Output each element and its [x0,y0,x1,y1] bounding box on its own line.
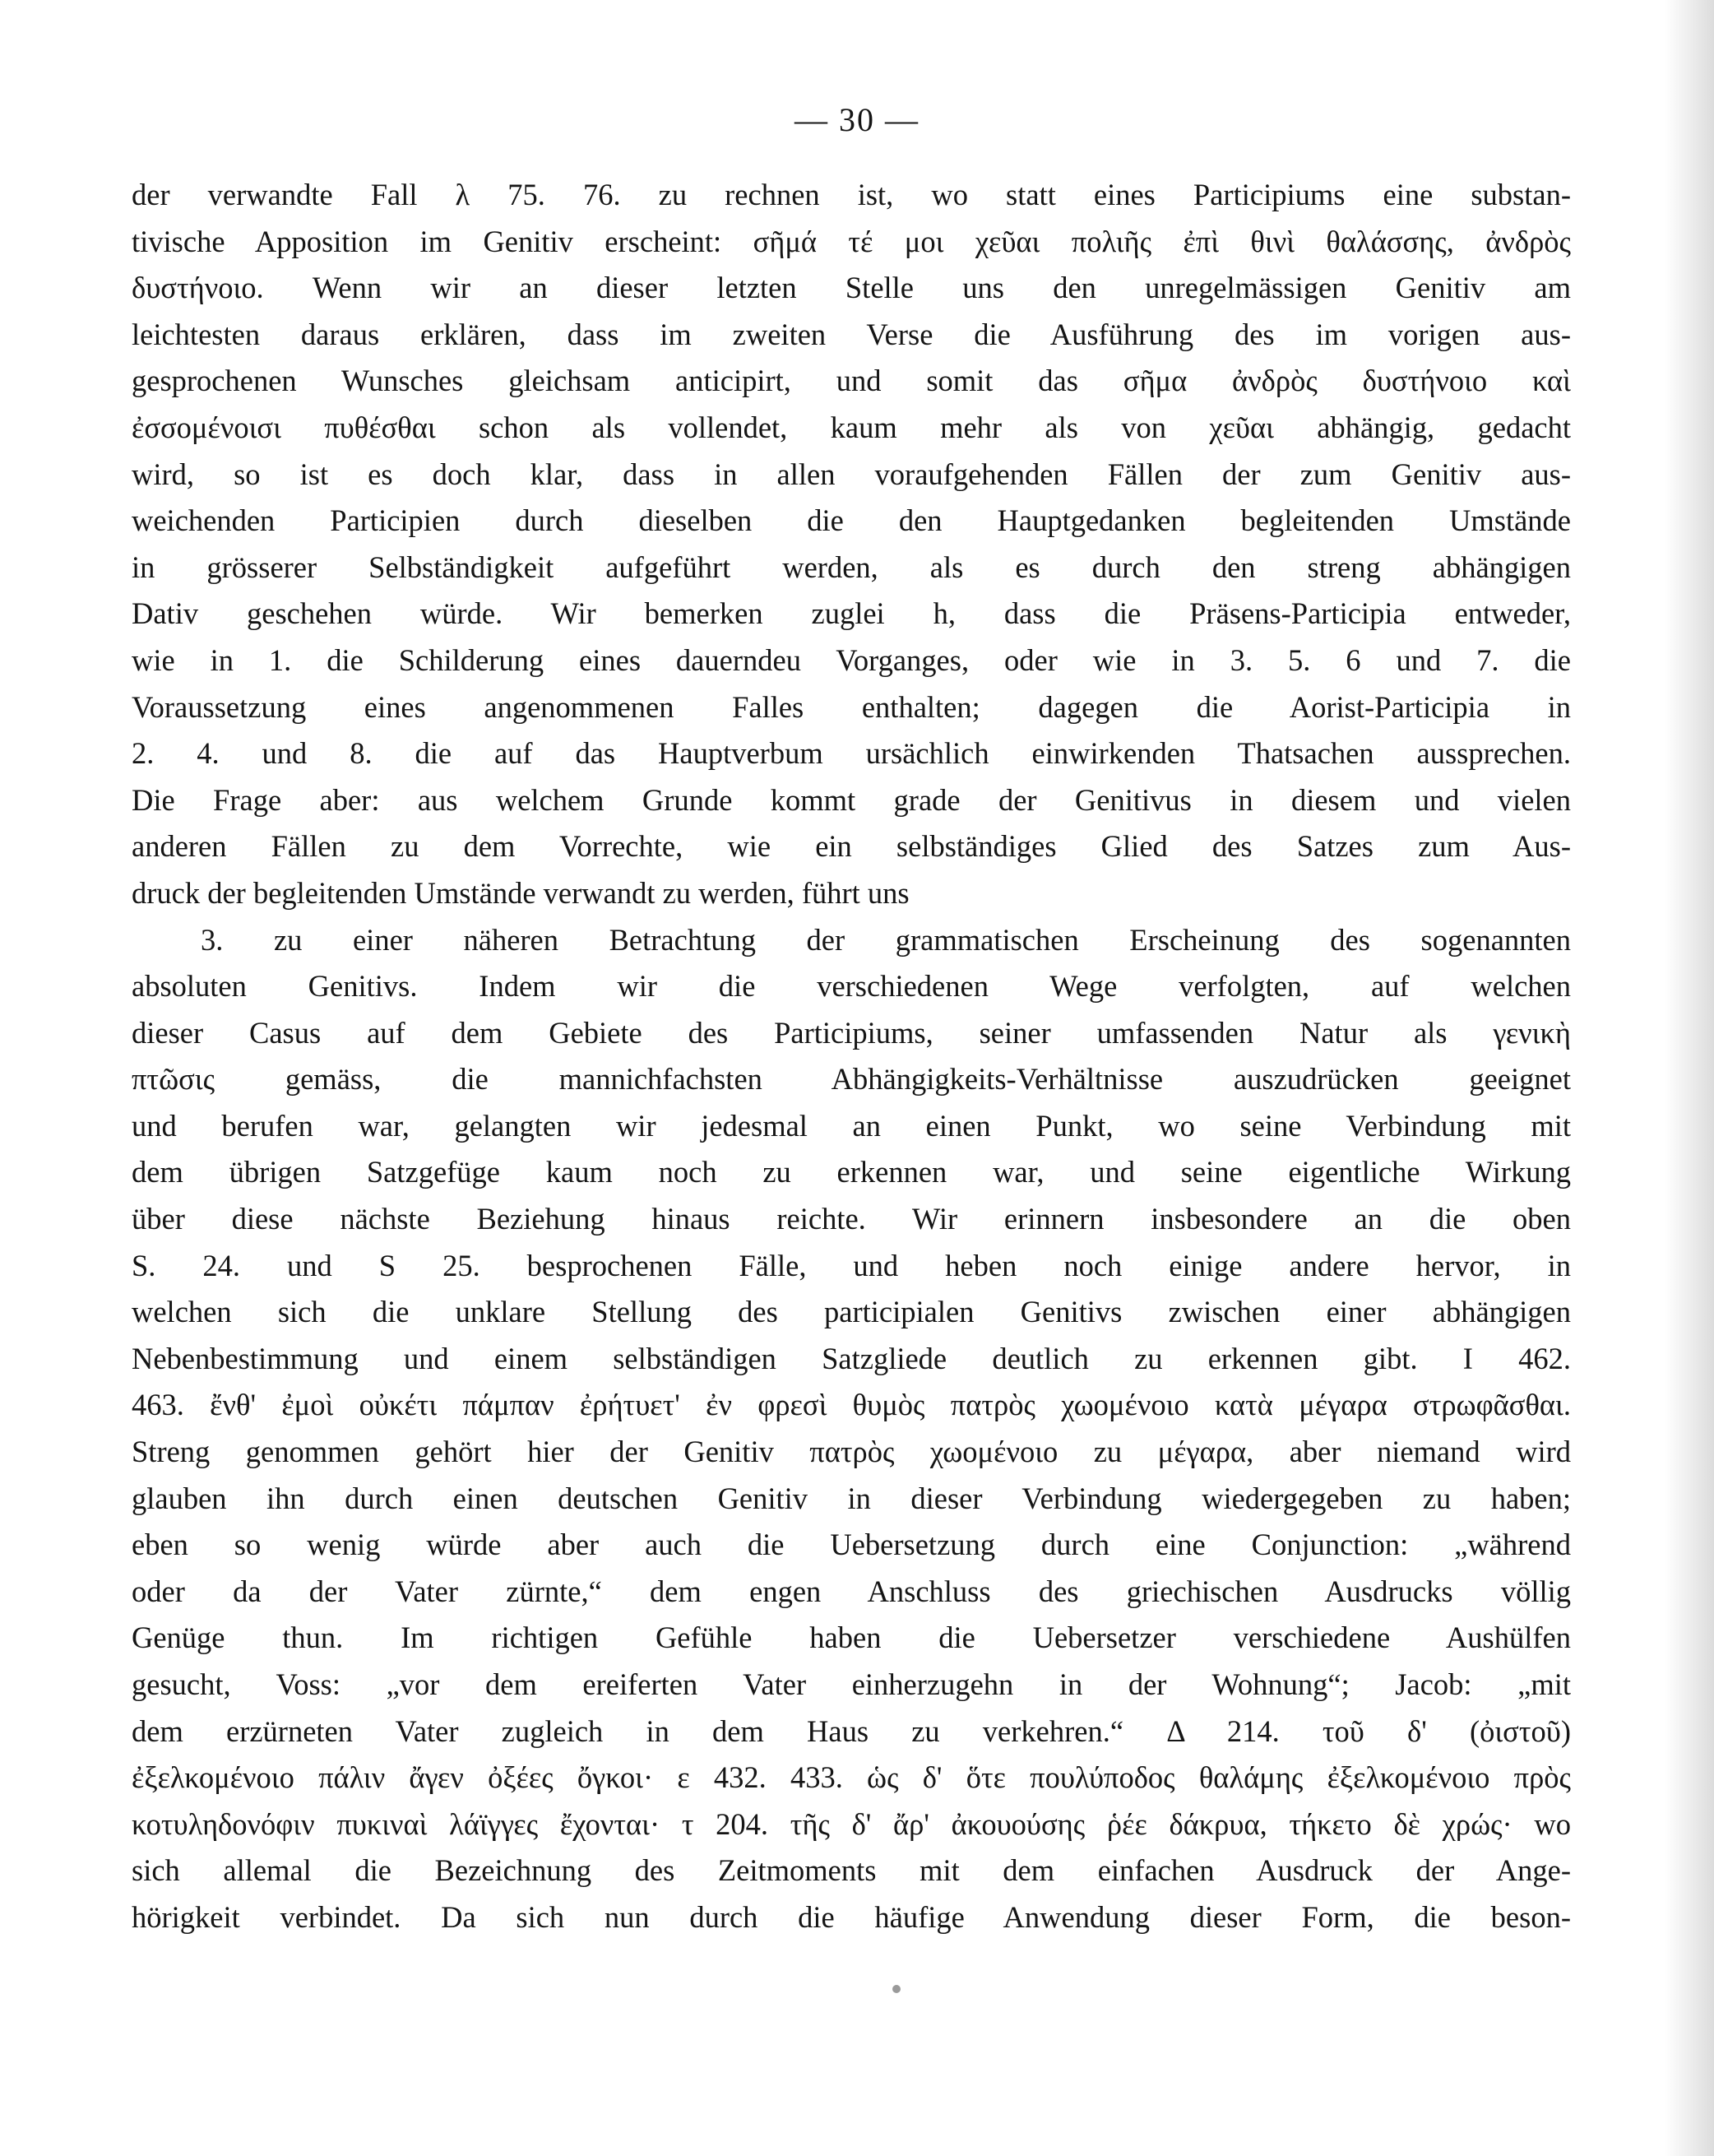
text-line: Streng genommen gehört hier der Genitiv πατρὸς χωομένοιο zu μέγαρα, aber niemand wird [132,1435,1571,1469]
text-line: Dativ geschehen würde. Wir bemerken zuglei h, dass die Präsens-Participia entweder, [132,596,1571,631]
text-line: gesucht, Voss: „vor dem ereiferten Vater einherzugehn in der Wohnung“; Jacob: „mit [132,1667,1571,1701]
text-line: absoluten Genitivs. Indem wir die verschiedenen Wege verfolgten, auf welchen [132,969,1571,1004]
text-line: wie in 1. die Schilderung eines dauerndeu Vorganges, oder wie in 3. 5. 6 und 7. die [132,642,1571,677]
text-line: Voraussetzung eines angenommenen Falles enthalten; dagegen die Aorist-Participia in [132,689,1571,724]
text-line: dieser Casus auf dem Gebiete des Participiums, seiner umfassenden Natur als γενικὴ [132,1015,1571,1050]
text-line: in grösserer Selbständigkeit aufgeführt werden, als es durch den streng abhängigen [132,549,1571,584]
text-line: und berufen war, gelangten wir jedesmal an einen Punkt, wo seine Verbindung mit [132,1108,1571,1143]
body-text [132,172,1571,1941]
text-line: welchen sich die unklare Stellung des participialen Genitivs zwischen einer abhängigen [132,1295,1571,1329]
text-line: sich allemal die Bezeichnung des Zeitmoments mit dem einfachen Ausdruck der Ange- [132,1853,1571,1888]
text-line: 3. zu einer näheren Betrachtung der grammatischen Erscheinung des sogenannten [201,922,1571,957]
text-line: gesprochenen Wunsches gleichsam anticipirt, und somit das σῆμα ἀνδρὸς δυστήνοιο καὶ [132,364,1571,398]
text-line: hörigkeit verbindet. Da sich nun durch die häufige Anwendung dieser Form, die beson- [132,1899,1571,1934]
text-line: druck der begleitenden Umstände verwandt zu werden, führt uns [132,875,910,910]
text-line: weichenden Participien durch dieselben die den Hauptgedanken begleitenden Umstände [132,503,1571,538]
text-line: dem übrigen Satzgefüge kaum noch zu erkennen war, und seine eigentliche Wirkung [132,1155,1571,1189]
text-line: der verwandte Fall λ 75. 76. zu rechnen ist, wo statt eines Participiums eine substan- [132,178,1571,211]
text-line: leichtesten daraus erklären, dass im zweiten Verse die Ausführung des im vorigen aus- [132,317,1571,351]
text-line: anderen Fällen zu dem Vorrechte, wie ein selbständiges Glied des Satzes zum Aus- [132,829,1571,864]
print-speck [892,1985,901,1993]
text-line: über diese nächste Beziehung hinaus reichte. Wir erinnern insbesondere an die oben [132,1202,1571,1236]
text-line: ἐσσομένοισι πυθέσθαι schon als vollendet, kaum mehr als von χεῦαι abhängig, gedacht [132,410,1571,444]
text-line: δυστήνοιο. Wenn wir an dieser letzten Stelle uns den unregelmässigen Genitiv am [132,271,1571,305]
text-line: Genüge thun. Im richtigen Gefühle haben die Uebersetzer verschiedene Aushülfen [132,1620,1571,1655]
text-line: dem erzürneten Vater zugleich in dem Haus zu verkehren.“ Δ 214. τοῦ δ' (ὀιστοῦ) [132,1713,1571,1748]
text-line: πτῶσις gemäss, die mannichfachsten Abhängigkeits-Verhältnisse auszudrücken geeignet [132,1062,1571,1097]
text-line: tivische Apposition im Genitiv erscheint: σῆμά τέ μοι χεῦαι πολιῆς ἐπὶ θινὶ θαλάσσης, ἀνδρὸς [132,224,1571,258]
text-line: 463. ἔνθ' ἐμοὶ οὐκέτι πάμπαν ἐρήτυετ' ἐν φρεσὶ θυμὸς πατρὸς χωομένοιο κατὰ μέγαρα στρωφᾶσθαι. [132,1388,1571,1422]
text-line: Nebenbestimmung und einem selbständigen Satzgliede deutlich zu erkennen gibt. Ι 462. [132,1341,1571,1375]
text-line: S. 24. und S 25. besprochenen Fälle, und heben noch einige andere hervor, in [132,1248,1571,1282]
page-number: — 30 — [794,101,920,138]
page-edge-shadow [1665,0,1714,2156]
text-line: eben so wenig würde aber auch die Uebersetzung durch eine Conjunction: „während [132,1528,1571,1562]
text-line: oder da der Vater zürnte,“ dem engen Anschluss des griechischen Ausdrucks völlig [132,1574,1571,1608]
text-line: wird, so ist es doch klar, dass in allen voraufgehenden Fällen der zum Genitiv aus- [132,457,1571,491]
text-line: Die Frage aber: aus welchem Grunde kommt grade der Genitivus in diesem und vielen [132,782,1571,817]
text-line: ἐξελκομένοιο πάλιν ἄγεν ὀξέες ὄγκοι· ε 432. 433. ὡς δ' ὅτε πουλύποδος θαλάμης ἐξελκομένοιο πρὸς [132,1760,1571,1795]
text-line: glauben ihn durch einen deutschen Genitiv in dieser Verbindung wiedergegeben zu haben; [132,1481,1571,1515]
text-line: 2. 4. und 8. die auf das Hauptverbum ursächlich einwirkenden Thatsachen aussprechen. [132,736,1571,771]
text-line: κοτυληδονόφιν πυκιναὶ λάϊγγες ἔχονται· τ 204. τῆς δ' ἄρ' ἀκουούσης ῥέε δάκρυα, τήκετο δὲ χρώς· wo [132,1806,1571,1841]
